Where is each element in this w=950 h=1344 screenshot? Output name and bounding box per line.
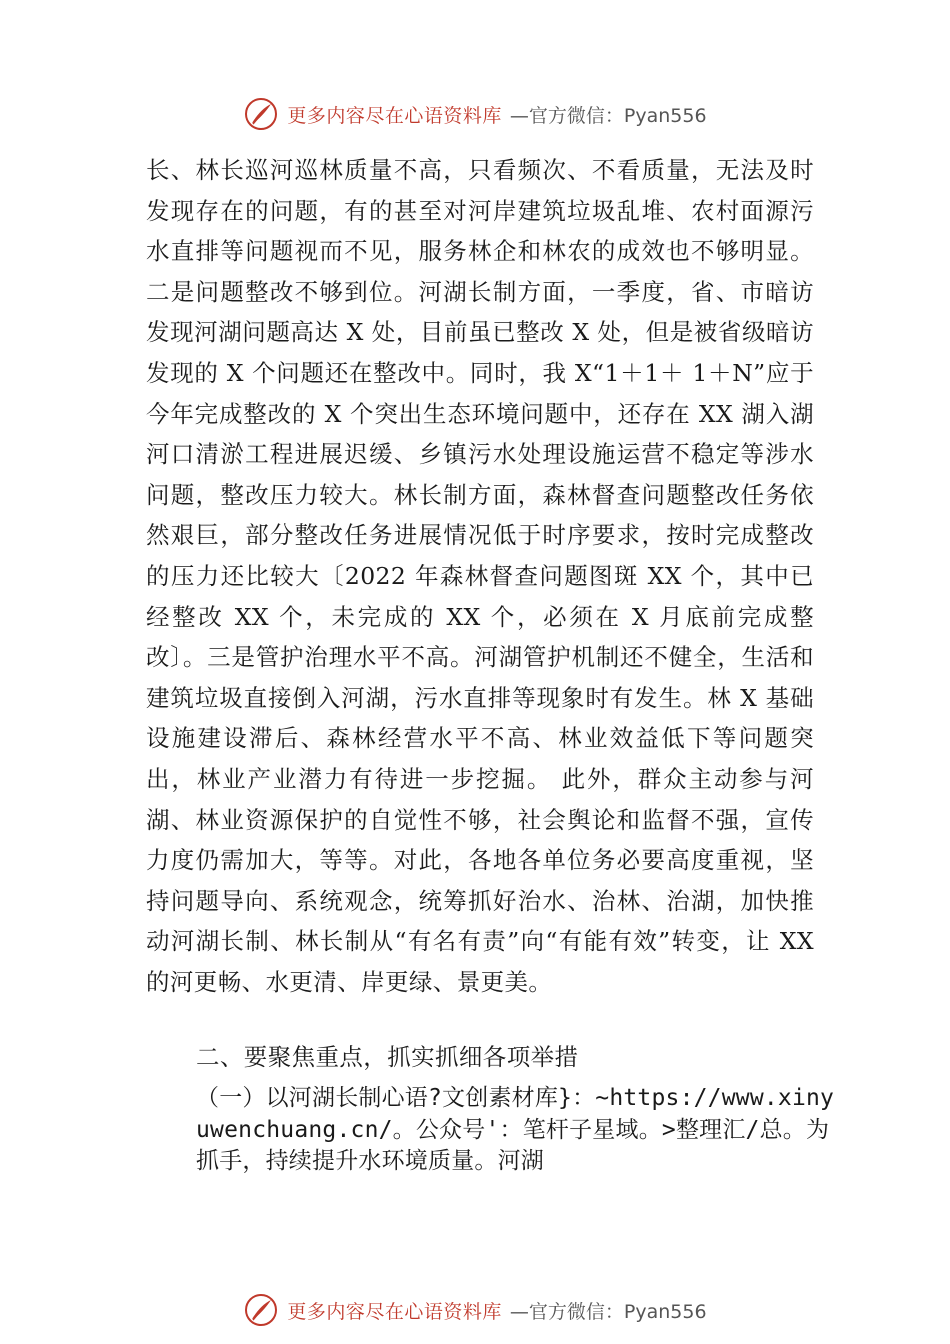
quill-logo-icon — [243, 1292, 279, 1328]
section-heading: 二、要聚焦重点，抓实抓细各项举措 — [196, 1043, 579, 1071]
subsection-paragraph: （一）以河湖长制心语?文创素材库}：~https://www.xinyuwenchuang.cn/。公众号'：笔杆子星域。>整理汇/总。为抓手，持续提升水环境质量。河湖 — [196, 1085, 835, 1174]
banner-brand-text: 更多内容尽在心语资料库 — [287, 104, 502, 127]
header-watermark-banner — [0, 94, 950, 134]
body-paragraph: 长、林长巡河巡林质量不高，只看频次、不看质量，无法及时发现存在的问题，有的甚至对河岸建筑垃圾乱堆、农村面源污水直排等问题视而不见，服务林企和林农的成效也不够明显。二是问题整改不够到位。河湖长制方面，一季度，省、市暗访发现河湖问题高达 X 处，目前虽已整改 X 处，但是被省级暗访发现的 X 个问题还在整改中。同时，我 X“1＋1＋ 1＋N”应于今年完成整改的 X 个突出生态环境问题中，还存在 XX 湖入湖河口清淤工程进展迟缓、乡镇污水处理设施运营不稳定等涉水问题，整改压力较大。林长制方面，森林督查问题整改任务依然艰巨，部分整改任务进展情况低于时序要求，按时完成整改的压力还比较大〔2022 年森林督查问题图斑 XX 个，其中已经整改 XX 个，未完成的 XX 个，必须在 X 月底前完成整改〕。三是管护治理水平不高。河湖管护机制还不健全，生活和建筑垃圾直接倒入河湖，污水直排等现象时有发生。林 X 基础设施建设滞后、森林经营水平不高、林业效益低下等问题突出，林业产业潜力有待进一步挖掘。 此外，群众主动参与河湖、林业资源保护的自觉性不够，社会舆论和监督不强，宣传力度仍需加大，等等。对此，各地各单位务必要高度重视，坚持问题导向、系统观念，统筹抓好治水、治林、治湖，加快推动河湖长制、林长制从“有名有责”向“有能有效”转变，让 XX 的河更畅、水更清、岸更绿、景更美。 — [146, 156, 814, 996]
banner-wechat-text: —官方微信：Pyan556 — [509, 104, 707, 127]
banner-wechat-text: —官方微信：Pyan556 — [509, 1300, 707, 1323]
footer-watermark-banner — [0, 1290, 950, 1330]
quill-logo-icon — [243, 96, 279, 132]
banner-brand-text: 更多内容尽在心语资料库 — [287, 1300, 502, 1323]
